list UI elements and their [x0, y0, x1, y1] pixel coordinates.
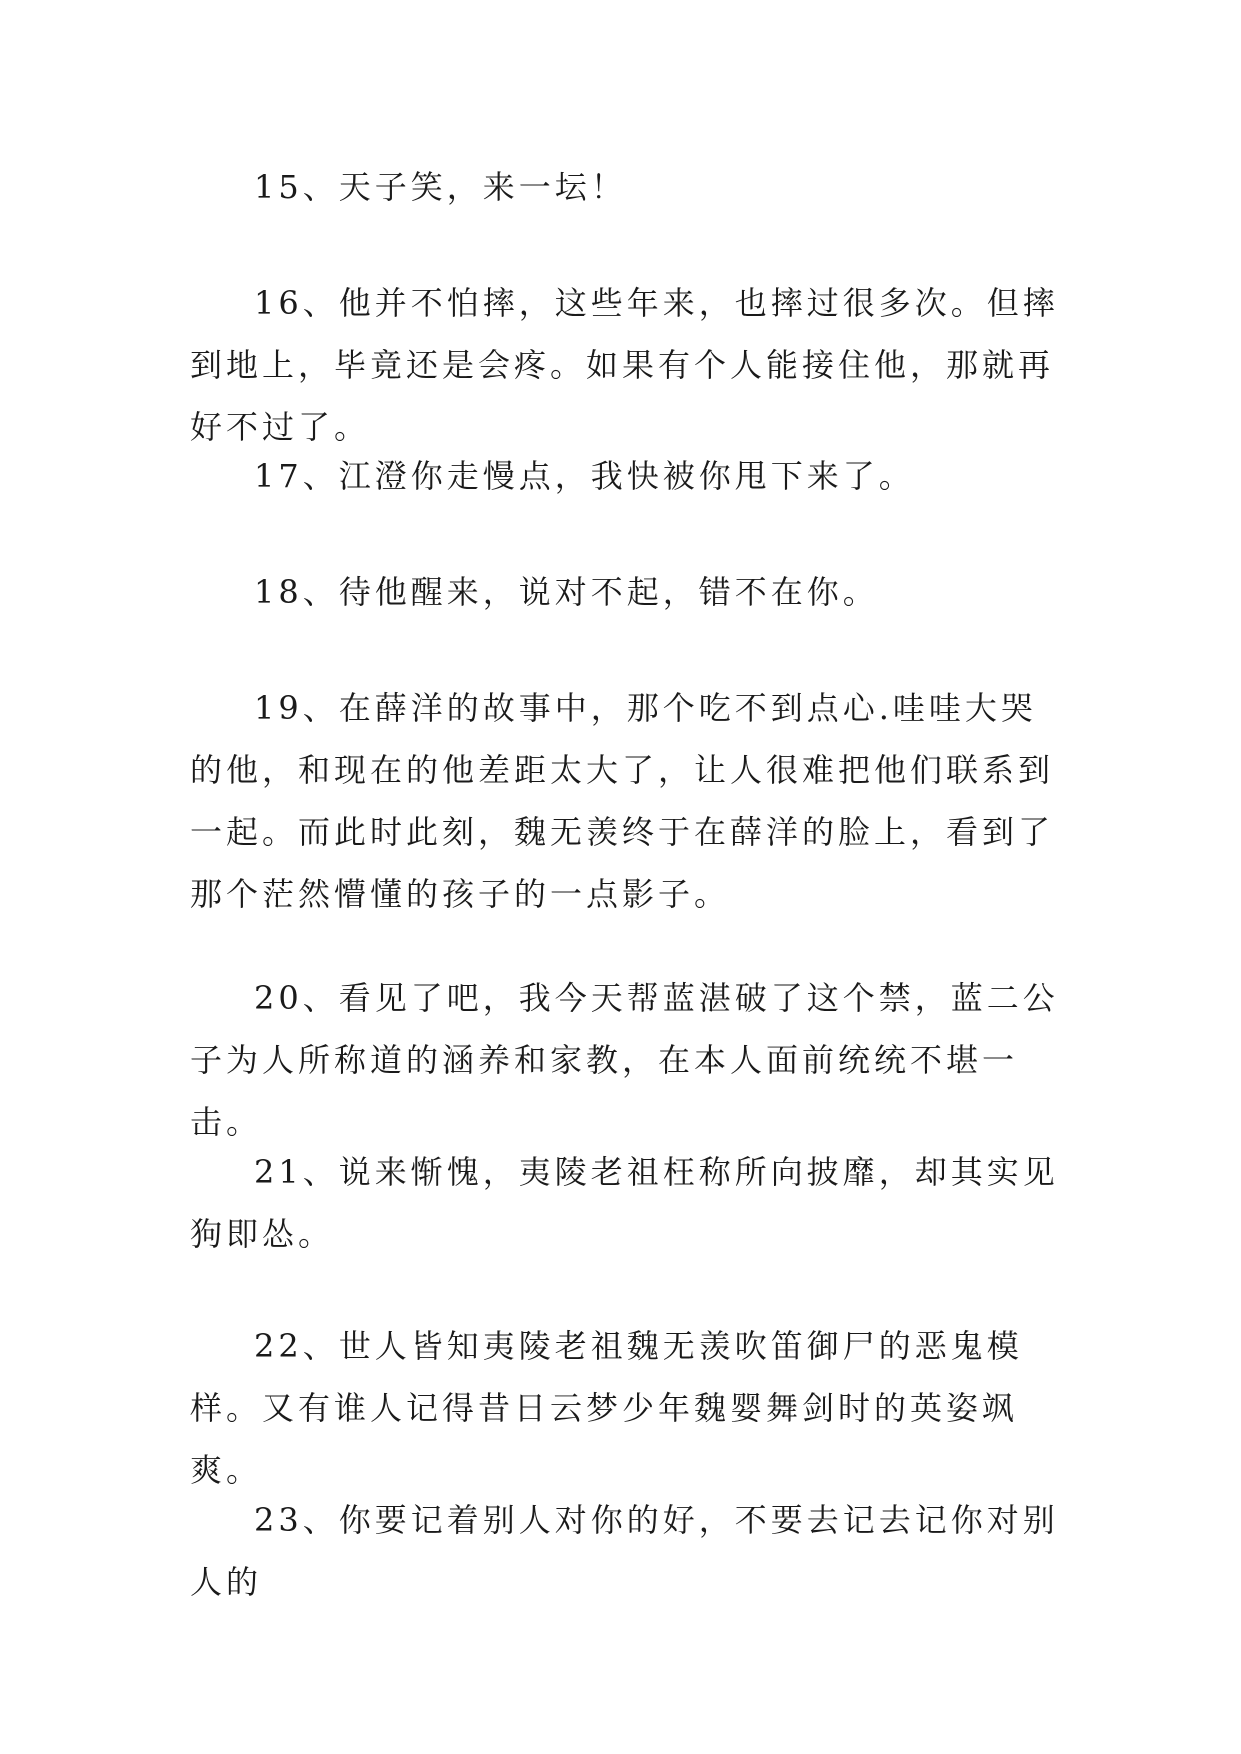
paragraph-18: 18、待他醒来，说对不起，错不在你。: [254, 573, 879, 611]
paragraph-16: 16、他并不怕摔，这些年来，也摔过很多次。但摔到地上，毕竟还是会疼。如果有个人能接住他，那就再好不过了。: [190, 284, 1059, 446]
paragraph-21: 21、说来惭愧，夷陵老祖枉称所向披靡，却其实见狗即怂。: [190, 1153, 1059, 1253]
paragraph-19: 19、在薛洋的故事中，那个吃不到点心.哇哇大哭的他，和现在的他差距太大了，让人很难把他们联系到一起。而此时此刻，魏无羡终于在薛洋的脸上，看到了那个茫然懵懂的孩子的一点影子。: [190, 689, 1055, 913]
paragraph-17: 17、江澄你走慢点，我快被你甩下来了。: [254, 457, 915, 495]
paragraph-15: 15、天子笑，来一坛！: [254, 168, 627, 206]
paragraph-20: 20、看见了吧，我今天帮蓝湛破了这个禁，蓝二公子为人所称道的涵养和家教，在本人面前统统不堪一击。: [190, 979, 1059, 1141]
paragraph-23: 23、你要记着别人对你的好，不要去记去记你对别人的: [190, 1501, 1059, 1601]
paragraph-22: 22、世人皆知夷陵老祖魏无羡吹笛御尸的恶鬼模样。又有谁人记得昔日云梦少年魏婴舞剑时的英姿飒爽。: [190, 1327, 1023, 1489]
